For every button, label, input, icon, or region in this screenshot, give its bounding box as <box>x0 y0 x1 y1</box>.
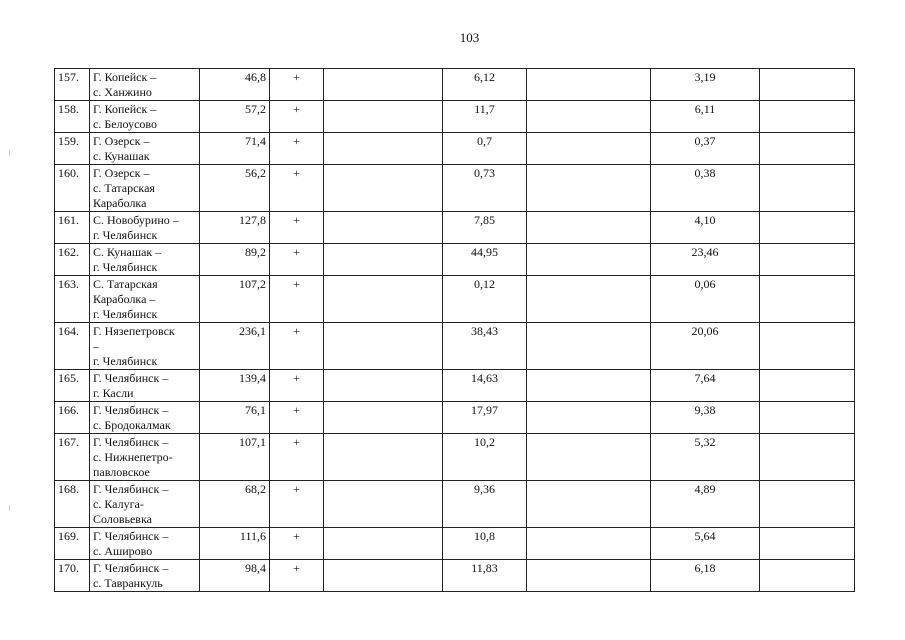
value-2: 5,64 <box>651 528 760 560</box>
value-1: 7,85 <box>443 212 527 244</box>
route-length: 98,4 <box>200 560 270 592</box>
empty-cell <box>527 560 651 592</box>
plus-mark: + <box>270 323 324 370</box>
table-row <box>55 165 855 212</box>
empty-cell <box>527 528 651 560</box>
plus-mark: + <box>270 165 324 212</box>
empty-cell <box>760 323 855 370</box>
empty-cell <box>527 434 651 481</box>
empty-cell <box>324 560 443 592</box>
empty-cell <box>527 370 651 402</box>
row-number: 166. <box>55 402 90 434</box>
value-1: 6,12 <box>443 69 527 101</box>
empty-cell <box>527 323 651 370</box>
value-2: 3,19 <box>651 69 760 101</box>
empty-cell <box>760 402 855 434</box>
empty-cell <box>324 402 443 434</box>
route-length: 71,4 <box>200 133 270 165</box>
plus-mark: + <box>270 244 324 276</box>
empty-cell <box>527 276 651 323</box>
empty-cell <box>760 165 855 212</box>
table-row <box>55 528 855 560</box>
empty-cell <box>760 244 855 276</box>
row-number: 165. <box>55 370 90 402</box>
route-name: Г. Челябинск – с. Тавранкуль <box>90 560 200 592</box>
routes-table <box>54 68 855 592</box>
route-length: 107,1 <box>200 434 270 481</box>
route-length: 139,4 <box>200 370 270 402</box>
route-length: 127,8 <box>200 212 270 244</box>
row-number: 167. <box>55 434 90 481</box>
value-1: 10,2 <box>443 434 527 481</box>
table-row <box>55 133 855 165</box>
table-row <box>55 212 855 244</box>
row-number: 161. <box>55 212 90 244</box>
table-row <box>55 560 855 592</box>
empty-cell <box>527 133 651 165</box>
row-number: 162. <box>55 244 90 276</box>
route-name: Г. Озерск – с. Кунашак <box>90 133 200 165</box>
value-2: 0,38 <box>651 165 760 212</box>
empty-cell <box>324 434 443 481</box>
empty-cell <box>324 133 443 165</box>
plus-mark: + <box>270 69 324 101</box>
plus-mark: + <box>270 370 324 402</box>
plus-mark: + <box>270 402 324 434</box>
plus-mark: + <box>270 560 324 592</box>
value-1: 0,12 <box>443 276 527 323</box>
empty-cell <box>760 528 855 560</box>
empty-cell <box>760 370 855 402</box>
empty-cell <box>324 101 443 133</box>
empty-cell <box>760 481 855 528</box>
value-1: 44,95 <box>443 244 527 276</box>
value-2: 9,38 <box>651 402 760 434</box>
route-length: 46,8 <box>200 69 270 101</box>
value-2: 23,46 <box>651 244 760 276</box>
empty-cell <box>760 276 855 323</box>
table-row <box>55 276 855 323</box>
route-name: Г. Челябинск – с. Аширово <box>90 528 200 560</box>
empty-cell <box>760 69 855 101</box>
plus-mark: + <box>270 276 324 323</box>
row-number: 160. <box>55 165 90 212</box>
empty-cell <box>324 528 443 560</box>
plus-mark: + <box>270 101 324 133</box>
value-1: 11,83 <box>443 560 527 592</box>
empty-cell <box>760 434 855 481</box>
table-row <box>55 434 855 481</box>
route-name: Г. Челябинск – г. Касли <box>90 370 200 402</box>
empty-cell <box>760 212 855 244</box>
row-number: 157. <box>55 69 90 101</box>
route-length: 76,1 <box>200 402 270 434</box>
empty-cell <box>324 276 443 323</box>
value-2: 0,06 <box>651 276 760 323</box>
empty-cell <box>527 481 651 528</box>
value-1: 0,73 <box>443 165 527 212</box>
route-name: Г. Озерск – с. Татарская Караболка <box>90 165 200 212</box>
empty-cell <box>527 101 651 133</box>
value-2: 4,10 <box>651 212 760 244</box>
plus-mark: + <box>270 434 324 481</box>
empty-cell <box>527 402 651 434</box>
route-length: 89,2 <box>200 244 270 276</box>
empty-cell <box>527 69 651 101</box>
route-name: Г. Нязепетровск – г. Челябинск <box>90 323 200 370</box>
table-row <box>55 101 855 133</box>
row-number: 158. <box>55 101 90 133</box>
row-number: 169. <box>55 528 90 560</box>
empty-cell <box>527 244 651 276</box>
empty-cell <box>324 244 443 276</box>
empty-cell <box>324 370 443 402</box>
value-1: 0,7 <box>443 133 527 165</box>
route-length: 68,2 <box>200 481 270 528</box>
empty-cell <box>324 165 443 212</box>
route-length: 57,2 <box>200 101 270 133</box>
empty-cell <box>760 101 855 133</box>
route-name: Г. Челябинск – с. Бродокалмак <box>90 402 200 434</box>
route-length: 107,2 <box>200 276 270 323</box>
plus-mark: + <box>270 212 324 244</box>
route-name: С. Новобурино – г. Челябинск <box>90 212 200 244</box>
value-2: 7,64 <box>651 370 760 402</box>
plus-mark: + <box>270 528 324 560</box>
scan-margin-mark <box>9 150 10 156</box>
value-1: 14,63 <box>443 370 527 402</box>
empty-cell <box>324 323 443 370</box>
route-length: 56,2 <box>200 165 270 212</box>
table-row <box>55 323 855 370</box>
page-number: 103 <box>459 30 480 45</box>
empty-cell <box>324 69 443 101</box>
value-2: 0,37 <box>651 133 760 165</box>
empty-cell <box>760 560 855 592</box>
route-name: Г. Челябинск – с. Нижнепетро- павловское <box>90 434 200 481</box>
route-name: С. Кунашак – г. Челябинск <box>90 244 200 276</box>
value-2: 6,18 <box>651 560 760 592</box>
table-row <box>55 244 855 276</box>
route-name: С. Татарская Караболка – г. Челябинск <box>90 276 200 323</box>
table-row <box>55 402 855 434</box>
empty-cell <box>324 481 443 528</box>
value-2: 5,32 <box>651 434 760 481</box>
value-2: 20,06 <box>651 323 760 370</box>
route-length: 236,1 <box>200 323 270 370</box>
value-1: 17,97 <box>443 402 527 434</box>
value-2: 6,11 <box>651 101 760 133</box>
value-1: 10,8 <box>443 528 527 560</box>
table-row <box>55 481 855 528</box>
table-row <box>55 370 855 402</box>
empty-cell <box>760 133 855 165</box>
row-number: 164. <box>55 323 90 370</box>
row-number: 163. <box>55 276 90 323</box>
empty-cell <box>527 165 651 212</box>
table-row <box>55 69 855 101</box>
route-name: Г. Челябинск – с. Калуга- Соловьевка <box>90 481 200 528</box>
empty-cell <box>527 212 651 244</box>
route-name: Г. Копейск – с. Белоусово <box>90 101 200 133</box>
plus-mark: + <box>270 481 324 528</box>
route-length: 111,6 <box>200 528 270 560</box>
value-1: 11,7 <box>443 101 527 133</box>
plus-mark: + <box>270 133 324 165</box>
value-1: 9,36 <box>443 481 527 528</box>
scan-margin-mark <box>9 505 10 511</box>
route-name: Г. Копейск – с. Ханжино <box>90 69 200 101</box>
row-number: 159. <box>55 133 90 165</box>
empty-cell <box>324 212 443 244</box>
row-number: 168. <box>55 481 90 528</box>
row-number: 170. <box>55 560 90 592</box>
value-1: 38,43 <box>443 323 527 370</box>
value-2: 4,89 <box>651 481 760 528</box>
